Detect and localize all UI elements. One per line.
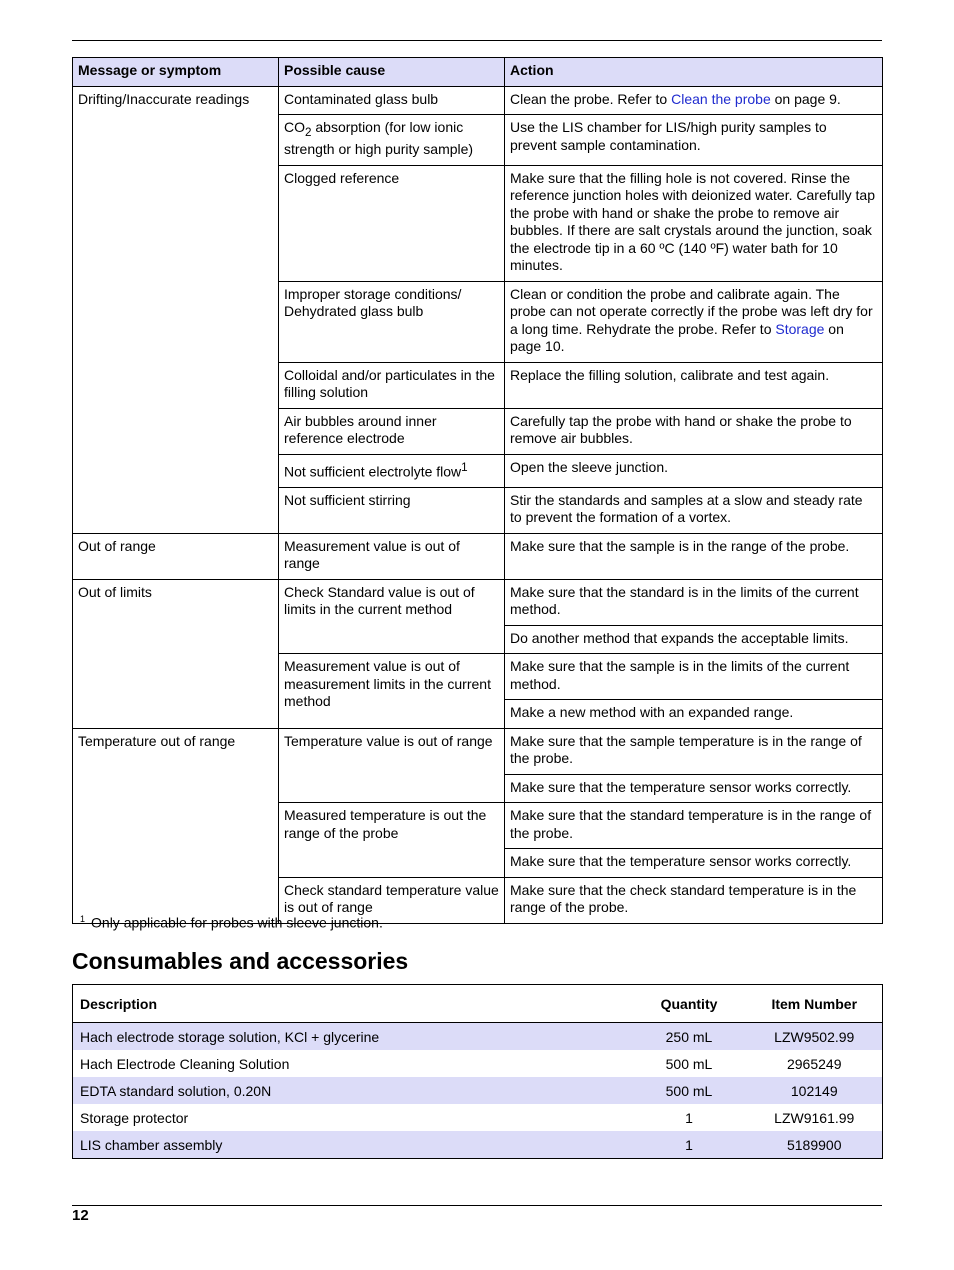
footnote bbox=[80, 914, 383, 931]
cause-cell: Colloidal and/or particulates in the filling solution bbox=[279, 362, 505, 408]
quantity-cell: 250 mL bbox=[632, 1023, 747, 1051]
cause-cell: Check standard temperature value is out of range bbox=[279, 877, 505, 923]
action-cell: Make sure that the temperature sensor works correctly. bbox=[505, 774, 883, 803]
item-number-cell: 2965249 bbox=[786, 1055, 842, 1072]
table-row bbox=[73, 1131, 883, 1159]
table-row bbox=[73, 1050, 883, 1077]
header-symptom: Message or symptom bbox=[73, 58, 279, 87]
symptom-cell: Out of range bbox=[73, 533, 279, 579]
symptom-cell: Drifting/Inaccurate readings bbox=[73, 86, 279, 533]
quantity-cell: 1 bbox=[632, 1131, 747, 1159]
footnote-ref: 1 bbox=[461, 460, 468, 474]
table-row bbox=[73, 579, 883, 625]
action-cell: Carefully tap the probe with hand or shake the probe to remove air bubbles. bbox=[505, 408, 883, 454]
header-action: Action bbox=[505, 58, 883, 87]
cause-cell: Not sufficient stirring bbox=[279, 487, 505, 533]
action-cell: Make sure that the sample temperature is in the range of the probe. bbox=[505, 728, 883, 774]
description-cell: Hach Electrode Cleaning Solution bbox=[80, 1055, 290, 1072]
table-row bbox=[73, 86, 883, 115]
action-cell: Stir the standards and samples at a slow and steady rate to prevent the formation of a vortex. bbox=[505, 487, 883, 533]
action-cell: Make sure that the check standard temperature is in the range of the probe. bbox=[505, 877, 883, 923]
section-title: Consumables and accessories bbox=[72, 948, 409, 974]
cause-cell: Not sufficient electrolyte flow$^1$ bbox=[279, 454, 505, 487]
cause-cell: Improper storage conditions/ Dehydrated glass bulb bbox=[279, 281, 505, 362]
action-cell: Make sure that the temperature sensor works correctly. bbox=[505, 849, 883, 878]
table-row bbox=[73, 728, 883, 774]
cause-cell: Air bubbles around inner reference electrode bbox=[279, 408, 505, 454]
symptom-cell: Temperature out of range bbox=[73, 728, 279, 923]
table-row bbox=[73, 533, 883, 579]
action-cell: Make sure that the sample is in the range of the probe. bbox=[505, 533, 883, 579]
table-header-row bbox=[73, 58, 883, 87]
action-cell: Do another method that expands the acceptable limits. bbox=[505, 625, 883, 654]
quantity-cell: 500 mL bbox=[665, 1055, 713, 1072]
footnote-text: Only applicable for probes with sleeve junction. bbox=[91, 914, 383, 931]
clean-probe-link[interactable]: Clean the probe bbox=[671, 90, 771, 107]
cause-cell: Clogged reference bbox=[279, 165, 505, 281]
item-number-cell: 5189900 bbox=[747, 1131, 883, 1159]
action-cell: Make sure that the standard temperature is in the range of the probe. bbox=[505, 803, 883, 849]
action-cell: Open the sleeve junction. bbox=[505, 454, 883, 487]
description-cell: EDTA standard solution, 0.20N bbox=[73, 1077, 632, 1104]
item-number-cell: LZW9161.99 bbox=[774, 1109, 855, 1126]
item-number-cell: LZW9502.99 bbox=[747, 1023, 883, 1051]
page-number: 12 bbox=[72, 1207, 89, 1224]
description-cell: LIS chamber assembly bbox=[73, 1131, 632, 1159]
table-row bbox=[73, 1023, 883, 1051]
action-cell: Clean or condition the probe and calibrate again. The probe can not operate correctly if the probe was left dry for a long time. Rehydrate the probe. Refer to Storage on page 10. bbox=[505, 281, 883, 362]
consumables-table bbox=[72, 984, 883, 1159]
description-cell: Storage protector bbox=[80, 1109, 189, 1126]
footer-rule bbox=[72, 1205, 882, 1206]
cause-cell: Contaminated glass bulb bbox=[279, 86, 505, 115]
cause-cell: Measurement value is out of measurement limits in the current method bbox=[279, 654, 505, 729]
action-cell: Make sure that the filling hole is not covered. Rinse the reference junction holes with deionized water. Carefully tap the probe with hand or shake the probe to remove air bubbles. If there are salt crystals around the junction, soak the electrode tip in a 60 ºC (140 ºF) water bath for 10 minutes. bbox=[505, 165, 883, 281]
header-cause: Possible cause bbox=[279, 58, 505, 87]
action-cell: Make a new method with an expanded range. bbox=[505, 700, 883, 729]
quantity-cell: 1 bbox=[685, 1109, 693, 1126]
action-cell: Make sure that the standard is in the limits of the current method. bbox=[505, 579, 883, 625]
header-description: Description bbox=[73, 985, 632, 1023]
cause-cell: Temperature value is out of range bbox=[279, 728, 505, 803]
header-quantity: Quantity bbox=[632, 985, 747, 1023]
quantity-cell: 500 mL bbox=[632, 1077, 747, 1104]
cause-cell: Measured temperature is out the range of the probe bbox=[279, 803, 505, 878]
header-item-number: Item Number bbox=[747, 985, 883, 1023]
header-rule bbox=[72, 40, 882, 41]
item-number-cell: 102149 bbox=[747, 1077, 883, 1104]
description-cell: Hach electrode storage solution, KCl + glycerine bbox=[73, 1023, 632, 1051]
action-cell: Make sure that the sample is in the limits of the current method. bbox=[505, 654, 883, 700]
action-cell: Use the LIS chamber for LIS/high purity samples to prevent sample contamination. bbox=[505, 115, 883, 166]
symptom-cell: Out of limits bbox=[73, 579, 279, 728]
cause-cell: $CO_2$ absorption (for low ionic strength or high purity sample) bbox=[279, 115, 505, 166]
footnote-mark: 1 bbox=[80, 914, 86, 924]
table-row bbox=[73, 1104, 883, 1131]
cause-cell: Measurement value is out of range bbox=[279, 533, 505, 579]
storage-link[interactable]: Storage bbox=[775, 320, 825, 337]
action-cell: Clean the probe. Refer to Clean the probe on page 9. bbox=[505, 86, 883, 115]
cause-cell: Check Standard value is out of limits in the current method bbox=[279, 579, 505, 654]
table-row bbox=[73, 1077, 883, 1104]
troubleshooting-table bbox=[72, 57, 883, 924]
table-header-row bbox=[73, 985, 883, 1023]
action-cell: Replace the filling solution, calibrate and test again. bbox=[505, 362, 883, 408]
